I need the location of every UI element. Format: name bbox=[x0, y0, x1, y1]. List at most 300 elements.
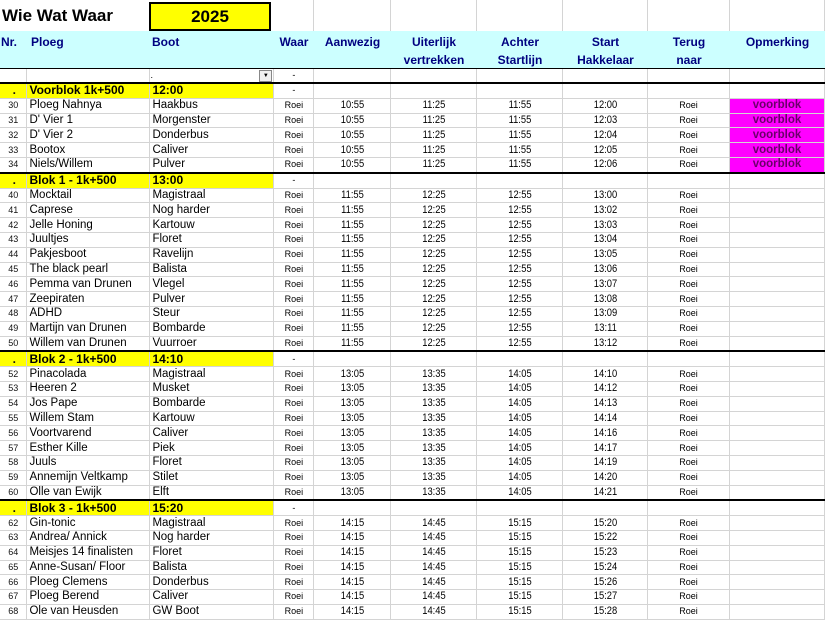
cell-ploeg[interactable]: Mocktail bbox=[27, 188, 150, 203]
cell-start[interactable]: 15:27 bbox=[569, 590, 641, 605]
filter-cell[interactable] bbox=[729, 69, 824, 83]
cell-ploeg[interactable]: Pinacolada bbox=[27, 367, 150, 382]
cell-start[interactable]: 14:12 bbox=[569, 381, 641, 396]
block-waar[interactable]: - bbox=[274, 351, 314, 366]
cell-aanwezig[interactable]: 11:55 bbox=[320, 336, 385, 351]
cell-nr[interactable]: 50 bbox=[0, 336, 27, 351]
cell-start[interactable]: 13:06 bbox=[569, 262, 641, 277]
cell-boot[interactable]: Piek bbox=[150, 441, 274, 456]
cell-achter[interactable]: 12:55 bbox=[483, 218, 556, 233]
cell-ploeg[interactable]: D' Vier 2 bbox=[27, 128, 150, 143]
cell-boot[interactable]: Magistraal bbox=[150, 367, 274, 382]
cell-boot[interactable]: Musket bbox=[150, 381, 274, 396]
cell-opmerking[interactable] bbox=[729, 367, 824, 382]
cell-terug[interactable]: Roei bbox=[648, 247, 730, 262]
cell-opmerking[interactable] bbox=[729, 426, 824, 441]
cell-nr[interactable]: 32 bbox=[0, 128, 27, 143]
header-start-hakkelaar[interactable] bbox=[563, 31, 648, 69]
block-waar[interactable]: - bbox=[274, 83, 314, 98]
cell-waar[interactable]: Roei bbox=[274, 113, 314, 128]
grid-cell[interactable] bbox=[274, 0, 314, 31]
cell-aanwezig[interactable]: 13:05 bbox=[320, 441, 385, 456]
cell-nr[interactable]: 60 bbox=[0, 485, 27, 500]
cell-opmerking[interactable] bbox=[729, 396, 824, 411]
cell-waar[interactable]: Roei bbox=[274, 247, 314, 262]
cell-nr[interactable]: 56 bbox=[0, 426, 27, 441]
cell-uiterlijk[interactable]: 12:25 bbox=[397, 321, 470, 336]
cell-aanwezig[interactable]: 14:15 bbox=[320, 545, 385, 560]
cell-waar[interactable]: Roei bbox=[274, 98, 314, 113]
cell-waar[interactable]: Roei bbox=[274, 560, 314, 575]
grid-cell[interactable] bbox=[729, 173, 824, 188]
grid-cell[interactable] bbox=[391, 500, 477, 515]
cell-start[interactable]: 15:28 bbox=[569, 604, 641, 619]
cell-nr[interactable]: 55 bbox=[0, 411, 27, 426]
header-waar[interactable]: Waar bbox=[279, 35, 309, 49]
cell-boot[interactable]: Elft bbox=[150, 485, 274, 500]
cell-nr[interactable]: 47 bbox=[0, 292, 27, 307]
cell-uiterlijk[interactable]: 13:35 bbox=[397, 411, 470, 426]
cell-uiterlijk[interactable]: 13:35 bbox=[397, 470, 470, 485]
cell-ploeg[interactable]: Voortvarend bbox=[27, 426, 150, 441]
grid-cell[interactable] bbox=[477, 351, 563, 366]
cell-aanwezig[interactable]: 13:05 bbox=[320, 396, 385, 411]
block-waar[interactable]: - bbox=[274, 173, 314, 188]
cell-ploeg[interactable]: Ole van Heusden bbox=[27, 604, 150, 619]
cell-waar[interactable]: Roei bbox=[274, 426, 314, 441]
cell-aanwezig[interactable]: 10:55 bbox=[320, 128, 385, 143]
header-ploeg[interactable]: Ploeg bbox=[31, 35, 64, 49]
cell-terug[interactable]: Roei bbox=[648, 604, 730, 619]
cell-terug[interactable]: Roei bbox=[648, 485, 730, 500]
cell-opmerking[interactable]: voorblok bbox=[729, 113, 824, 128]
cell-waar[interactable]: Roei bbox=[274, 143, 314, 158]
grid-cell[interactable] bbox=[477, 500, 563, 515]
cell-terug[interactable]: Roei bbox=[648, 441, 730, 456]
cell-boot[interactable]: Bombarde bbox=[150, 396, 274, 411]
cell-boot[interactable]: Morgenster bbox=[150, 113, 274, 128]
cell-start[interactable]: 15:22 bbox=[569, 530, 641, 545]
cell-start[interactable]: 13:09 bbox=[569, 306, 641, 321]
block-dot[interactable]: . bbox=[0, 351, 27, 366]
cell-terug[interactable]: Roei bbox=[648, 575, 730, 590]
cell-ploeg[interactable]: Anne-Susan/ Floor bbox=[27, 560, 150, 575]
cell-nr[interactable]: 59 bbox=[0, 470, 27, 485]
cell-waar[interactable]: Roei bbox=[274, 411, 314, 426]
cell-terug[interactable]: Roei bbox=[648, 157, 730, 172]
grid-cell[interactable] bbox=[563, 500, 648, 515]
cell-nr[interactable]: 53 bbox=[0, 381, 27, 396]
cell-uiterlijk[interactable]: 12:25 bbox=[397, 306, 470, 321]
cell-nr[interactable]: 34 bbox=[0, 157, 27, 172]
cell-terug[interactable]: Roei bbox=[648, 545, 730, 560]
cell-waar[interactable]: Roei bbox=[274, 367, 314, 382]
year-cell[interactable]: 2025 bbox=[149, 2, 271, 31]
cell-uiterlijk[interactable]: 11:25 bbox=[397, 113, 470, 128]
cell-terug[interactable]: Roei bbox=[648, 455, 730, 470]
cell-achter[interactable]: 14:05 bbox=[483, 367, 556, 382]
cell-terug[interactable]: Roei bbox=[648, 516, 730, 531]
dropdown-arrow-icon[interactable]: ▼ bbox=[259, 70, 272, 82]
cell-boot[interactable]: Balista bbox=[150, 262, 274, 277]
cell-ploeg[interactable]: Ploeg Berend bbox=[27, 590, 150, 605]
cell-waar[interactable]: Roei bbox=[274, 218, 314, 233]
cell-nr[interactable]: 33 bbox=[0, 143, 27, 158]
cell-opmerking[interactable] bbox=[729, 485, 824, 500]
cell-uiterlijk[interactable]: 13:35 bbox=[397, 381, 470, 396]
grid-cell[interactable] bbox=[314, 173, 391, 188]
cell-waar[interactable]: Roei bbox=[274, 530, 314, 545]
block-time[interactable]: 15:20 bbox=[150, 500, 274, 515]
grid-cell[interactable] bbox=[391, 83, 477, 98]
cell-terug[interactable]: Roei bbox=[648, 396, 730, 411]
cell-aanwezig[interactable]: 11:55 bbox=[320, 306, 385, 321]
cell-achter[interactable]: 14:05 bbox=[483, 441, 556, 456]
cell-uiterlijk[interactable]: 12:25 bbox=[397, 203, 470, 218]
cell-uiterlijk[interactable]: 13:35 bbox=[397, 485, 470, 500]
cell-opmerking[interactable]: voorblok bbox=[729, 128, 824, 143]
cell-opmerking[interactable] bbox=[729, 232, 824, 247]
sheet-title[interactable]: Wie Wat Waar bbox=[2, 6, 113, 25]
cell-aanwezig[interactable]: 11:55 bbox=[320, 277, 385, 292]
cell-aanwezig[interactable]: 14:15 bbox=[320, 560, 385, 575]
cell-ploeg[interactable]: Jelle Honing bbox=[27, 218, 150, 233]
block-dot[interactable]: . bbox=[0, 500, 27, 515]
cell-terug[interactable]: Roei bbox=[648, 530, 730, 545]
cell-waar[interactable]: Roei bbox=[274, 470, 314, 485]
cell-terug[interactable]: Roei bbox=[648, 411, 730, 426]
cell-achter[interactable]: 14:05 bbox=[483, 426, 556, 441]
cell-start[interactable]: 15:26 bbox=[569, 575, 641, 590]
cell-ploeg[interactable]: Pakjesboot bbox=[27, 247, 150, 262]
cell-boot[interactable]: Floret bbox=[150, 455, 274, 470]
cell-terug[interactable]: Roei bbox=[648, 277, 730, 292]
cell-waar[interactable]: Roei bbox=[274, 306, 314, 321]
filter-cell[interactable] bbox=[477, 69, 563, 83]
cell-aanwezig[interactable]: 11:55 bbox=[320, 321, 385, 336]
cell-boot[interactable]: Floret bbox=[150, 232, 274, 247]
cell-boot[interactable]: Kartouw bbox=[150, 411, 274, 426]
filter-cell[interactable] bbox=[27, 69, 150, 83]
cell-nr[interactable]: 31 bbox=[0, 113, 27, 128]
cell-terug[interactable]: Roei bbox=[648, 292, 730, 307]
cell-uiterlijk[interactable]: 12:25 bbox=[397, 188, 470, 203]
grid-cell[interactable] bbox=[729, 351, 824, 366]
cell-terug[interactable]: Roei bbox=[648, 590, 730, 605]
cell-aanwezig[interactable]: 11:55 bbox=[320, 262, 385, 277]
block-dot[interactable]: . bbox=[0, 173, 27, 188]
block-label[interactable]: Blok 1 - 1k+500 bbox=[27, 173, 150, 188]
filter-cell[interactable] bbox=[563, 69, 648, 83]
cell-waar[interactable]: Roei bbox=[274, 485, 314, 500]
cell-terug[interactable]: Roei bbox=[648, 218, 730, 233]
filter-cell[interactable] bbox=[391, 69, 477, 83]
cell-opmerking[interactable] bbox=[729, 575, 824, 590]
cell-uiterlijk[interactable]: 12:25 bbox=[397, 277, 470, 292]
grid-cell[interactable] bbox=[477, 83, 563, 98]
grid-cell[interactable] bbox=[314, 500, 391, 515]
cell-achter[interactable]: 15:15 bbox=[483, 545, 556, 560]
cell-ploeg[interactable]: Bootox bbox=[27, 143, 150, 158]
cell-boot[interactable]: Caliver bbox=[150, 143, 274, 158]
header-terug-naar[interactable] bbox=[648, 31, 730, 69]
cell-achter[interactable]: 15:15 bbox=[483, 560, 556, 575]
cell-terug[interactable]: Roei bbox=[648, 306, 730, 321]
cell-ploeg[interactable]: Caprese bbox=[27, 203, 150, 218]
cell-uiterlijk[interactable]: 14:45 bbox=[397, 530, 470, 545]
cell-boot[interactable]: Balista bbox=[150, 560, 274, 575]
cell-terug[interactable]: Roei bbox=[648, 143, 730, 158]
cell-start[interactable]: 15:24 bbox=[569, 560, 641, 575]
cell-opmerking[interactable] bbox=[729, 247, 824, 262]
cell-aanwezig[interactable]: 13:05 bbox=[320, 381, 385, 396]
cell-ploeg[interactable]: Willem Stam bbox=[27, 411, 150, 426]
cell-waar[interactable]: Roei bbox=[274, 292, 314, 307]
cell-aanwezig[interactable]: 14:15 bbox=[320, 530, 385, 545]
grid-cell[interactable] bbox=[563, 173, 648, 188]
cell-achter[interactable]: 12:55 bbox=[483, 306, 556, 321]
cell-waar[interactable]: Roei bbox=[274, 321, 314, 336]
filter-cell-waar[interactable]: - bbox=[274, 69, 314, 83]
grid-cell[interactable] bbox=[648, 83, 730, 98]
cell-nr[interactable]: 49 bbox=[0, 321, 27, 336]
cell-terug[interactable]: Roei bbox=[648, 381, 730, 396]
cell-aanwezig[interactable]: 14:15 bbox=[320, 575, 385, 590]
grid-cell[interactable] bbox=[563, 351, 648, 366]
cell-start[interactable]: 12:00 bbox=[569, 98, 641, 113]
cell-start[interactable]: 14:16 bbox=[569, 426, 641, 441]
cell-ploeg[interactable]: ADHD bbox=[27, 306, 150, 321]
cell-uiterlijk[interactable]: 14:45 bbox=[397, 545, 470, 560]
header-aanwezig[interactable]: Aanwezig bbox=[324, 35, 381, 49]
cell-aanwezig[interactable]: 11:55 bbox=[320, 203, 385, 218]
cell-waar[interactable]: Roei bbox=[274, 575, 314, 590]
cell-uiterlijk[interactable]: 12:25 bbox=[397, 232, 470, 247]
block-waar[interactable]: - bbox=[274, 500, 314, 515]
grid-cell[interactable] bbox=[391, 173, 477, 188]
cell-achter[interactable]: 14:05 bbox=[483, 381, 556, 396]
cell-start[interactable]: 13:03 bbox=[569, 218, 641, 233]
filter-cell[interactable] bbox=[648, 69, 730, 83]
cell-opmerking[interactable] bbox=[729, 590, 824, 605]
cell-uiterlijk[interactable]: 13:35 bbox=[397, 367, 470, 382]
cell-achter[interactable]: 15:15 bbox=[483, 604, 556, 619]
cell-uiterlijk[interactable]: 11:25 bbox=[397, 143, 470, 158]
cell-start[interactable]: 14:10 bbox=[569, 367, 641, 382]
cell-terug[interactable]: Roei bbox=[648, 232, 730, 247]
cell-uiterlijk[interactable]: 11:25 bbox=[397, 98, 470, 113]
header-boot[interactable]: Boot bbox=[152, 35, 180, 49]
cell-achter[interactable]: 11:55 bbox=[483, 143, 556, 158]
cell-waar[interactable]: Roei bbox=[274, 128, 314, 143]
cell-achter[interactable]: 14:05 bbox=[483, 470, 556, 485]
cell-start[interactable]: 13:11 bbox=[569, 321, 641, 336]
cell-boot[interactable]: Nog harder bbox=[150, 203, 274, 218]
cell-nr[interactable]: 30 bbox=[0, 98, 27, 113]
cell-waar[interactable]: Roei bbox=[274, 157, 314, 172]
block-label[interactable]: Blok 3 - 1k+500 bbox=[27, 500, 150, 515]
cell-achter[interactable]: 12:55 bbox=[483, 188, 556, 203]
cell-waar[interactable]: Roei bbox=[274, 604, 314, 619]
cell-aanwezig[interactable]: 13:05 bbox=[320, 411, 385, 426]
grid-cell[interactable] bbox=[314, 351, 391, 366]
cell-aanwezig[interactable]: 14:15 bbox=[320, 604, 385, 619]
cell-boot[interactable]: Magistraal bbox=[150, 188, 274, 203]
block-time[interactable]: 14:10 bbox=[150, 351, 274, 366]
cell-ploeg[interactable]: The black pearl bbox=[27, 262, 150, 277]
cell-boot[interactable]: Caliver bbox=[150, 426, 274, 441]
cell-start[interactable]: 13:07 bbox=[569, 277, 641, 292]
cell-boot[interactable]: Steur bbox=[150, 306, 274, 321]
block-label[interactable]: Voorblok 1k+500 bbox=[27, 83, 150, 98]
header-opmerking[interactable]: Opmerking bbox=[745, 35, 810, 49]
cell-start[interactable]: 12:04 bbox=[569, 128, 641, 143]
grid-cell[interactable] bbox=[314, 0, 391, 31]
cell-waar[interactable]: Roei bbox=[274, 188, 314, 203]
cell-ploeg[interactable]: Juuls bbox=[27, 455, 150, 470]
cell-uiterlijk[interactable]: 12:25 bbox=[397, 247, 470, 262]
grid-cell[interactable] bbox=[729, 83, 824, 98]
cell-opmerking[interactable] bbox=[729, 188, 824, 203]
cell-opmerking[interactable] bbox=[729, 411, 824, 426]
cell-terug[interactable]: Roei bbox=[648, 560, 730, 575]
cell-nr[interactable]: 52 bbox=[0, 367, 27, 382]
cell-uiterlijk[interactable]: 14:45 bbox=[397, 560, 470, 575]
cell-boot[interactable]: Stilet bbox=[150, 470, 274, 485]
cell-nr[interactable]: 48 bbox=[0, 306, 27, 321]
cell-nr[interactable]: 65 bbox=[0, 560, 27, 575]
cell-opmerking[interactable]: voorblok bbox=[729, 157, 824, 172]
cell-opmerking[interactable] bbox=[729, 604, 824, 619]
cell-start[interactable]: 14:21 bbox=[569, 485, 641, 500]
cell-uiterlijk[interactable]: 14:45 bbox=[397, 575, 470, 590]
cell-ploeg[interactable]: Ploeg Clemens bbox=[27, 575, 150, 590]
cell-boot[interactable]: Vlegel bbox=[150, 277, 274, 292]
cell-aanwezig[interactable]: 13:05 bbox=[320, 455, 385, 470]
cell-aanwezig[interactable]: 13:05 bbox=[320, 485, 385, 500]
cell-waar[interactable]: Roei bbox=[274, 336, 314, 351]
cell-terug[interactable]: Roei bbox=[648, 113, 730, 128]
cell-boot[interactable]: Nog harder bbox=[150, 530, 274, 545]
cell-waar[interactable]: Roei bbox=[274, 590, 314, 605]
cell-waar[interactable]: Roei bbox=[274, 381, 314, 396]
cell-achter[interactable]: 12:55 bbox=[483, 232, 556, 247]
cell-opmerking[interactable] bbox=[729, 516, 824, 531]
cell-ploeg[interactable]: Willem van Drunen bbox=[27, 336, 150, 351]
header-nr[interactable]: Nr. bbox=[1, 35, 18, 49]
cell-uiterlijk[interactable]: 12:25 bbox=[397, 262, 470, 277]
cell-ploeg[interactable]: Zeepiraten bbox=[27, 292, 150, 307]
cell-achter[interactable]: 15:15 bbox=[483, 575, 556, 590]
cell-nr[interactable]: 63 bbox=[0, 530, 27, 545]
cell-nr[interactable]: 46 bbox=[0, 277, 27, 292]
cell-uiterlijk[interactable]: 13:35 bbox=[397, 426, 470, 441]
grid-cell[interactable] bbox=[648, 0, 730, 31]
filter-cell-boot[interactable] bbox=[150, 69, 274, 83]
cell-start[interactable]: 13:04 bbox=[569, 232, 641, 247]
cell-opmerking[interactable] bbox=[729, 441, 824, 456]
cell-boot[interactable]: Pulver bbox=[150, 157, 274, 172]
cell-aanwezig[interactable]: 13:05 bbox=[320, 470, 385, 485]
cell-aanwezig[interactable]: 10:55 bbox=[320, 157, 385, 172]
cell-uiterlijk[interactable]: 14:45 bbox=[397, 590, 470, 605]
cell-uiterlijk[interactable]: 12:25 bbox=[397, 336, 470, 351]
cell-start[interactable]: 15:20 bbox=[569, 516, 641, 531]
cell-ploeg[interactable]: Pemma van Drunen bbox=[27, 277, 150, 292]
cell-ploeg[interactable]: Niels/Willem bbox=[27, 157, 150, 172]
grid-cell[interactable] bbox=[648, 351, 730, 366]
filter-cell[interactable] bbox=[314, 69, 391, 83]
header-uiterlijk-vertrekken[interactable] bbox=[391, 31, 477, 69]
cell-achter[interactable]: 15:15 bbox=[483, 516, 556, 531]
block-dot[interactable]: . bbox=[0, 83, 27, 98]
cell-nr[interactable]: 44 bbox=[0, 247, 27, 262]
cell-start[interactable]: 15:23 bbox=[569, 545, 641, 560]
block-label[interactable]: Blok 2 - 1k+500 bbox=[27, 351, 150, 366]
cell-nr[interactable]: 64 bbox=[0, 545, 27, 560]
cell-aanwezig[interactable]: 11:55 bbox=[320, 247, 385, 262]
cell-boot[interactable]: Caliver bbox=[150, 590, 274, 605]
cell-nr[interactable]: 54 bbox=[0, 396, 27, 411]
cell-uiterlijk[interactable]: 14:45 bbox=[397, 604, 470, 619]
cell-aanwezig[interactable]: 13:05 bbox=[320, 426, 385, 441]
cell-opmerking[interactable] bbox=[729, 545, 824, 560]
header-achter-startlijn[interactable] bbox=[477, 31, 563, 69]
cell-uiterlijk[interactable]: 11:25 bbox=[397, 128, 470, 143]
cell-aanwezig[interactable]: 10:55 bbox=[320, 113, 385, 128]
cell-ploeg[interactable]: Meisjes 14 finalisten bbox=[27, 545, 150, 560]
cell-opmerking[interactable] bbox=[729, 336, 824, 351]
cell-achter[interactable]: 11:55 bbox=[483, 113, 556, 128]
cell-start[interactable]: 14:20 bbox=[569, 470, 641, 485]
cell-achter[interactable]: 14:05 bbox=[483, 411, 556, 426]
cell-aanwezig[interactable]: 11:55 bbox=[320, 232, 385, 247]
cell-nr[interactable]: 42 bbox=[0, 218, 27, 233]
grid-cell[interactable] bbox=[563, 83, 648, 98]
filter-cell[interactable] bbox=[0, 69, 27, 83]
cell-boot[interactable]: Ravelijn bbox=[150, 247, 274, 262]
cell-terug[interactable]: Roei bbox=[648, 426, 730, 441]
cell-start[interactable]: 14:14 bbox=[569, 411, 641, 426]
cell-boot[interactable]: Kartouw bbox=[150, 218, 274, 233]
cell-waar[interactable]: Roei bbox=[274, 441, 314, 456]
cell-ploeg[interactable]: Annemijn Veltkamp bbox=[27, 470, 150, 485]
cell-aanwezig[interactable]: 14:15 bbox=[320, 590, 385, 605]
cell-achter[interactable]: 12:55 bbox=[483, 247, 556, 262]
cell-achter[interactable]: 12:55 bbox=[483, 277, 556, 292]
cell-waar[interactable]: Roei bbox=[274, 455, 314, 470]
cell-ploeg[interactable]: Jos Pape bbox=[27, 396, 150, 411]
cell-nr[interactable]: 45 bbox=[0, 262, 27, 277]
cell-achter[interactable]: 12:55 bbox=[483, 292, 556, 307]
cell-achter[interactable]: 14:05 bbox=[483, 396, 556, 411]
cell-start[interactable]: 13:00 bbox=[569, 188, 641, 203]
cell-achter[interactable]: 11:55 bbox=[483, 98, 556, 113]
cell-start[interactable]: 13:05 bbox=[569, 247, 641, 262]
cell-boot[interactable]: Pulver bbox=[150, 292, 274, 307]
cell-achter[interactable]: 14:05 bbox=[483, 455, 556, 470]
cell-opmerking[interactable] bbox=[729, 470, 824, 485]
block-time[interactable]: 13:00 bbox=[150, 173, 274, 188]
cell-opmerking[interactable] bbox=[729, 292, 824, 307]
cell-boot[interactable]: Magistraal bbox=[150, 516, 274, 531]
cell-aanwezig[interactable]: 10:55 bbox=[320, 98, 385, 113]
grid-cell[interactable] bbox=[729, 500, 824, 515]
cell-nr[interactable]: 40 bbox=[0, 188, 27, 203]
cell-ploeg[interactable]: Olle van Ewijk bbox=[27, 485, 150, 500]
cell-nr[interactable]: 67 bbox=[0, 590, 27, 605]
cell-waar[interactable]: Roei bbox=[274, 396, 314, 411]
